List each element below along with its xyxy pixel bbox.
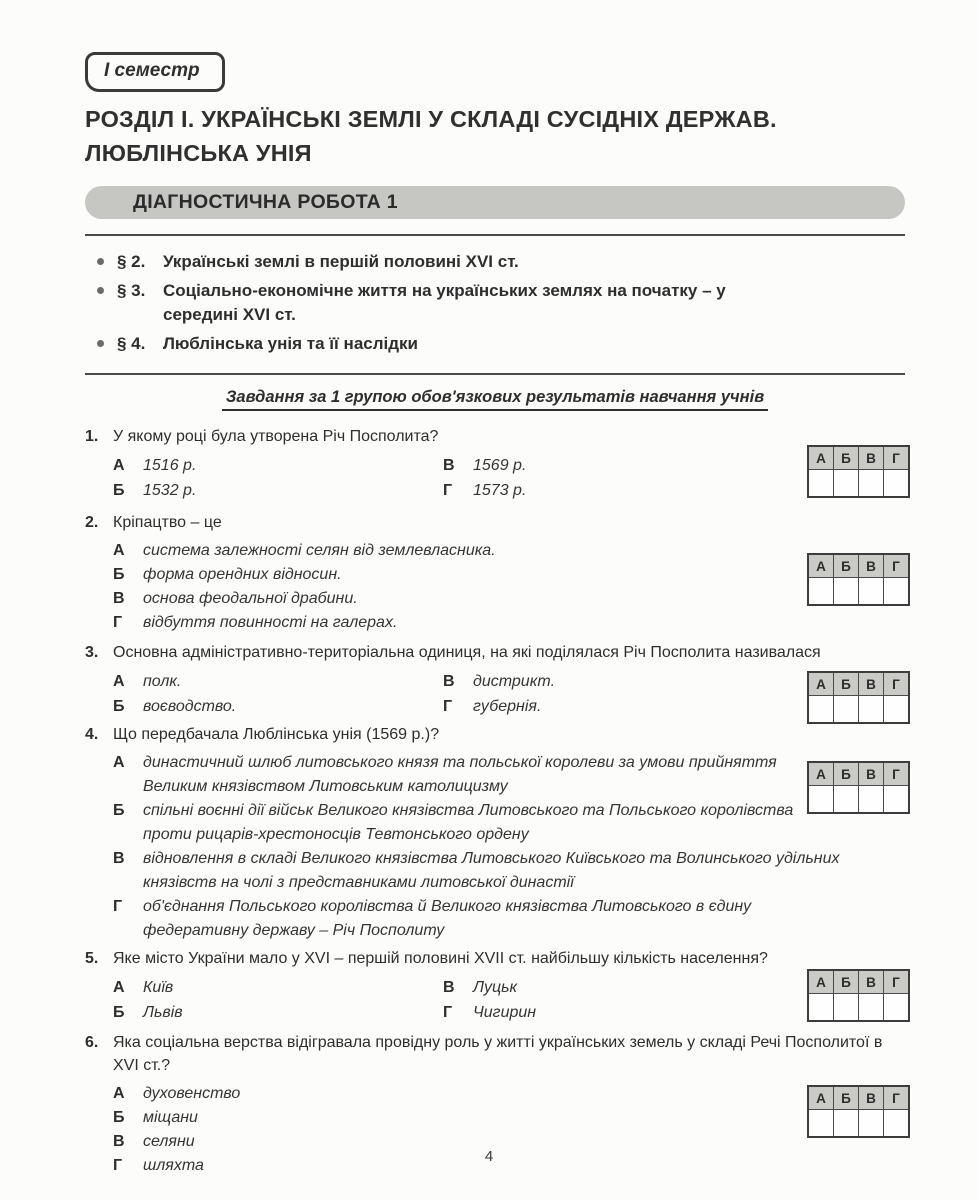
question-4: [85, 723, 905, 943]
question-number: 3.: [85, 644, 99, 661]
answer-cell[interactable]: [808, 470, 834, 498]
answer-grid-letter: Б: [834, 762, 859, 786]
option-text: губернія.: [473, 698, 542, 715]
answer-grid-letter: Г: [884, 970, 910, 994]
question-text: У якому році була утворена Річ Посполита?: [113, 428, 439, 445]
question-text: Яке місто України мало у XVI – першій половині XVII ст. найбільшу кількість населення?: [113, 950, 768, 967]
answer-cell[interactable]: [808, 786, 834, 814]
semester-badge-label: І семестр: [104, 60, 200, 81]
option-letter: А: [113, 457, 125, 474]
option-letter: Г: [443, 482, 453, 499]
option-letter: А: [113, 673, 125, 690]
bullet-icon: [97, 340, 104, 347]
option-text: система залежності селян від землевласника.: [143, 542, 496, 559]
page-content: [85, 0, 905, 1178]
answer-grid-letter: Г: [884, 1086, 910, 1110]
answer-grid-letter: Б: [834, 446, 859, 470]
answer-cell[interactable]: [859, 994, 884, 1022]
option-letter: Б: [113, 566, 125, 583]
option-letter: Б: [113, 698, 125, 715]
answer-grid-letter: А: [808, 446, 834, 470]
option-letter: А: [113, 979, 125, 996]
answer-cell[interactable]: [884, 1110, 910, 1138]
answer-cell[interactable]: [859, 1110, 884, 1138]
option-text: міщани: [143, 1109, 198, 1126]
option-text: Київ: [143, 979, 174, 996]
answer-cell[interactable]: [884, 578, 910, 606]
answer-cell[interactable]: [834, 1110, 859, 1138]
option-a: [113, 975, 443, 1000]
answer-grid-letter: В: [859, 554, 884, 578]
option-letter: В: [443, 979, 455, 996]
option-a: [113, 453, 443, 478]
option-letter: Г: [113, 1157, 123, 1174]
options-list: [85, 669, 905, 719]
question-text: Основна адміністративно-територіальна одиниця, на які поділялася Річ Посполита називалася: [113, 644, 821, 661]
option-letter: А: [113, 754, 125, 771]
option-text: об'єднання Польського королівства й Великого князівства Литовського в єдину федеративну державу – Річ Посполиту: [143, 898, 752, 939]
syllabus-item: [97, 279, 905, 327]
divider-bottom: [85, 373, 905, 375]
option-a: [113, 1082, 905, 1106]
option-v: [113, 587, 905, 611]
answer-grid-letter: Г: [884, 672, 910, 696]
answer-grid-q6: [807, 1085, 910, 1138]
chapter-title-line2: ЛЮБЛІНСЬКА УНІЯ: [85, 140, 312, 166]
answer-grid-q5: [807, 969, 910, 1022]
answer-cell[interactable]: [808, 994, 834, 1022]
option-text: 1516 р.: [143, 457, 197, 474]
options-list: [85, 539, 905, 635]
work-title-bar: [85, 186, 905, 219]
answer-cell[interactable]: [884, 786, 910, 814]
answer-grid-q3: [807, 671, 910, 724]
option-text: шляхта: [143, 1157, 204, 1174]
option-letter: В: [443, 457, 455, 474]
option-text: відновлення в складі Великого князівства Литовського Київського та Волинського удільних князівств на чолі з представниками литовської династії: [143, 850, 840, 891]
option-text: спільні воєнні дії військ Великого князівства Литовського та Польського королівства проти рицарів-хрестоносців Тевтонського ордену: [143, 802, 794, 843]
paragraph-number: § 2.: [117, 252, 146, 271]
question-3: [85, 641, 905, 719]
answer-grid-letter: Г: [884, 446, 910, 470]
option-b: [113, 799, 905, 847]
question-5: [85, 947, 905, 1025]
answer-grid-letter: В: [859, 446, 884, 470]
options-list: [85, 751, 905, 943]
option-a: [113, 751, 905, 799]
paragraph-title: Люблінська унія та її наслідки: [163, 334, 419, 353]
option-b: [113, 563, 905, 587]
option-letter: В: [113, 850, 125, 867]
question-text: Яка соціальна верства відігравала провідну роль у житті українських земель у складі Речі Посполитої в XVI ст.?: [113, 1034, 883, 1074]
option-letter: Г: [443, 698, 453, 715]
option-g: [113, 611, 905, 635]
paragraph-number: § 4.: [117, 334, 146, 353]
semester-badge: [85, 52, 225, 92]
answer-cell[interactable]: [859, 578, 884, 606]
answer-grid-letter: А: [808, 970, 834, 994]
question-number: 4.: [85, 726, 99, 743]
section-heading: Завдання за 1 групою обов'язкових результатів навчання учнів: [222, 388, 768, 411]
answer-grid-q1: [807, 445, 910, 498]
question-text: Що передбачала Люблінська унія (1569 р.)?: [113, 726, 440, 743]
answer-cell[interactable]: [834, 578, 859, 606]
answer-grid-letter: А: [808, 672, 834, 696]
question-text: Кріпацтво – це: [113, 514, 222, 531]
work-title: ДІАГНОСТИЧНА РОБОТА 1: [133, 191, 398, 213]
answer-cell[interactable]: [834, 994, 859, 1022]
syllabus-list: [85, 236, 905, 371]
option-a: [113, 539, 905, 563]
option-text: основа феодальної драбини.: [143, 590, 358, 607]
question-1: [85, 425, 905, 503]
answer-cell[interactable]: [859, 786, 884, 814]
answer-grid-letter: В: [859, 672, 884, 696]
option-letter: В: [113, 590, 125, 607]
answer-cell[interactable]: [884, 696, 910, 724]
option-letter: Г: [113, 898, 123, 915]
syllabus-item: [97, 332, 905, 356]
option-letter: Б: [113, 1004, 125, 1021]
question-number: 2.: [85, 514, 99, 531]
answer-grid-letter: А: [808, 762, 834, 786]
option-b: [113, 1000, 443, 1025]
answer-cell[interactable]: [834, 696, 859, 724]
option-b: [113, 478, 443, 503]
question-number: 6.: [85, 1034, 99, 1051]
option-a: [113, 669, 443, 694]
option-text: 1532 р.: [143, 482, 197, 499]
answer-cell[interactable]: [884, 994, 910, 1022]
answer-cell[interactable]: [884, 470, 910, 498]
bullet-icon: [97, 258, 104, 265]
answer-grid-letter: В: [859, 1086, 884, 1110]
chapter-title: [85, 102, 905, 170]
paragraph-number: § 3.: [117, 281, 146, 300]
page-number: 4: [484, 1148, 494, 1165]
answer-grid-q2: [807, 553, 910, 606]
option-text: Луцьк: [473, 979, 518, 996]
option-text: династичний шлюб литовського князя та польської королеви за умови прийняття Великим князівством Литовським католицизму: [143, 754, 777, 795]
answer-grid-letter: А: [808, 554, 834, 578]
option-letter: А: [113, 1085, 125, 1102]
option-letter: Г: [443, 1004, 453, 1021]
bullet-icon: [97, 287, 104, 294]
option-text: воєводство.: [143, 698, 237, 715]
syllabus-item: [97, 250, 905, 274]
answer-grid-letter: Б: [834, 554, 859, 578]
answer-grid-q4: [807, 761, 910, 814]
option-text: дистрикт.: [473, 673, 556, 690]
option-text: духовенство: [143, 1085, 241, 1102]
chapter-title-line1: РОЗДІЛ І. УКРАЇНСЬКІ ЗЕМЛІ У СКЛАДІ СУСІДНІХ ДЕРЖАВ.: [85, 106, 777, 132]
answer-grid-letter: А: [808, 1086, 834, 1110]
question-number: 1.: [85, 428, 99, 445]
option-v: [113, 847, 905, 895]
option-letter: Б: [113, 1109, 125, 1126]
answer-grid-letter: Б: [834, 672, 859, 696]
options-list: [85, 975, 905, 1025]
answer-cell[interactable]: [834, 786, 859, 814]
paragraph-title: Українські землі в першій половині XVI ст.: [163, 252, 519, 271]
option-letter: Б: [113, 802, 125, 819]
option-letter: В: [113, 1133, 125, 1150]
option-text: селяни: [143, 1133, 195, 1150]
option-text: Львів: [143, 1004, 183, 1021]
answer-grid-letter: В: [859, 970, 884, 994]
question-2: [85, 511, 905, 635]
option-text: 1573 р.: [473, 482, 527, 499]
option-letter: Г: [113, 614, 123, 631]
answer-cell[interactable]: [808, 578, 834, 606]
option-text: Чигирин: [473, 1004, 537, 1021]
answer-cell[interactable]: [808, 1110, 834, 1138]
answer-grid-letter: В: [859, 762, 884, 786]
answer-cell[interactable]: [808, 696, 834, 724]
option-text: відбуття повинності на галерах.: [143, 614, 398, 631]
option-g: [113, 895, 905, 943]
answer-cell[interactable]: [859, 696, 884, 724]
paragraph-title: Соціально-економічне життя на українських землях на початку – у середині XVI ст.: [163, 281, 726, 324]
answer-cell[interactable]: [859, 470, 884, 498]
option-text: форма орендних відносин.: [143, 566, 342, 583]
answer-grid-letter: Б: [834, 970, 859, 994]
answer-cell[interactable]: [834, 470, 859, 498]
option-letter: В: [443, 673, 455, 690]
option-b: [113, 694, 443, 719]
option-letter: А: [113, 542, 125, 559]
answer-grid-letter: Г: [884, 554, 910, 578]
option-text: полк.: [143, 673, 182, 690]
option-b: [113, 1106, 905, 1130]
question-number: 5.: [85, 950, 99, 967]
options-list: [85, 453, 905, 503]
option-letter: Б: [113, 482, 125, 499]
option-text: 1569 р.: [473, 457, 527, 474]
answer-grid-letter: Б: [834, 1086, 859, 1110]
answer-grid-letter: Г: [884, 762, 910, 786]
